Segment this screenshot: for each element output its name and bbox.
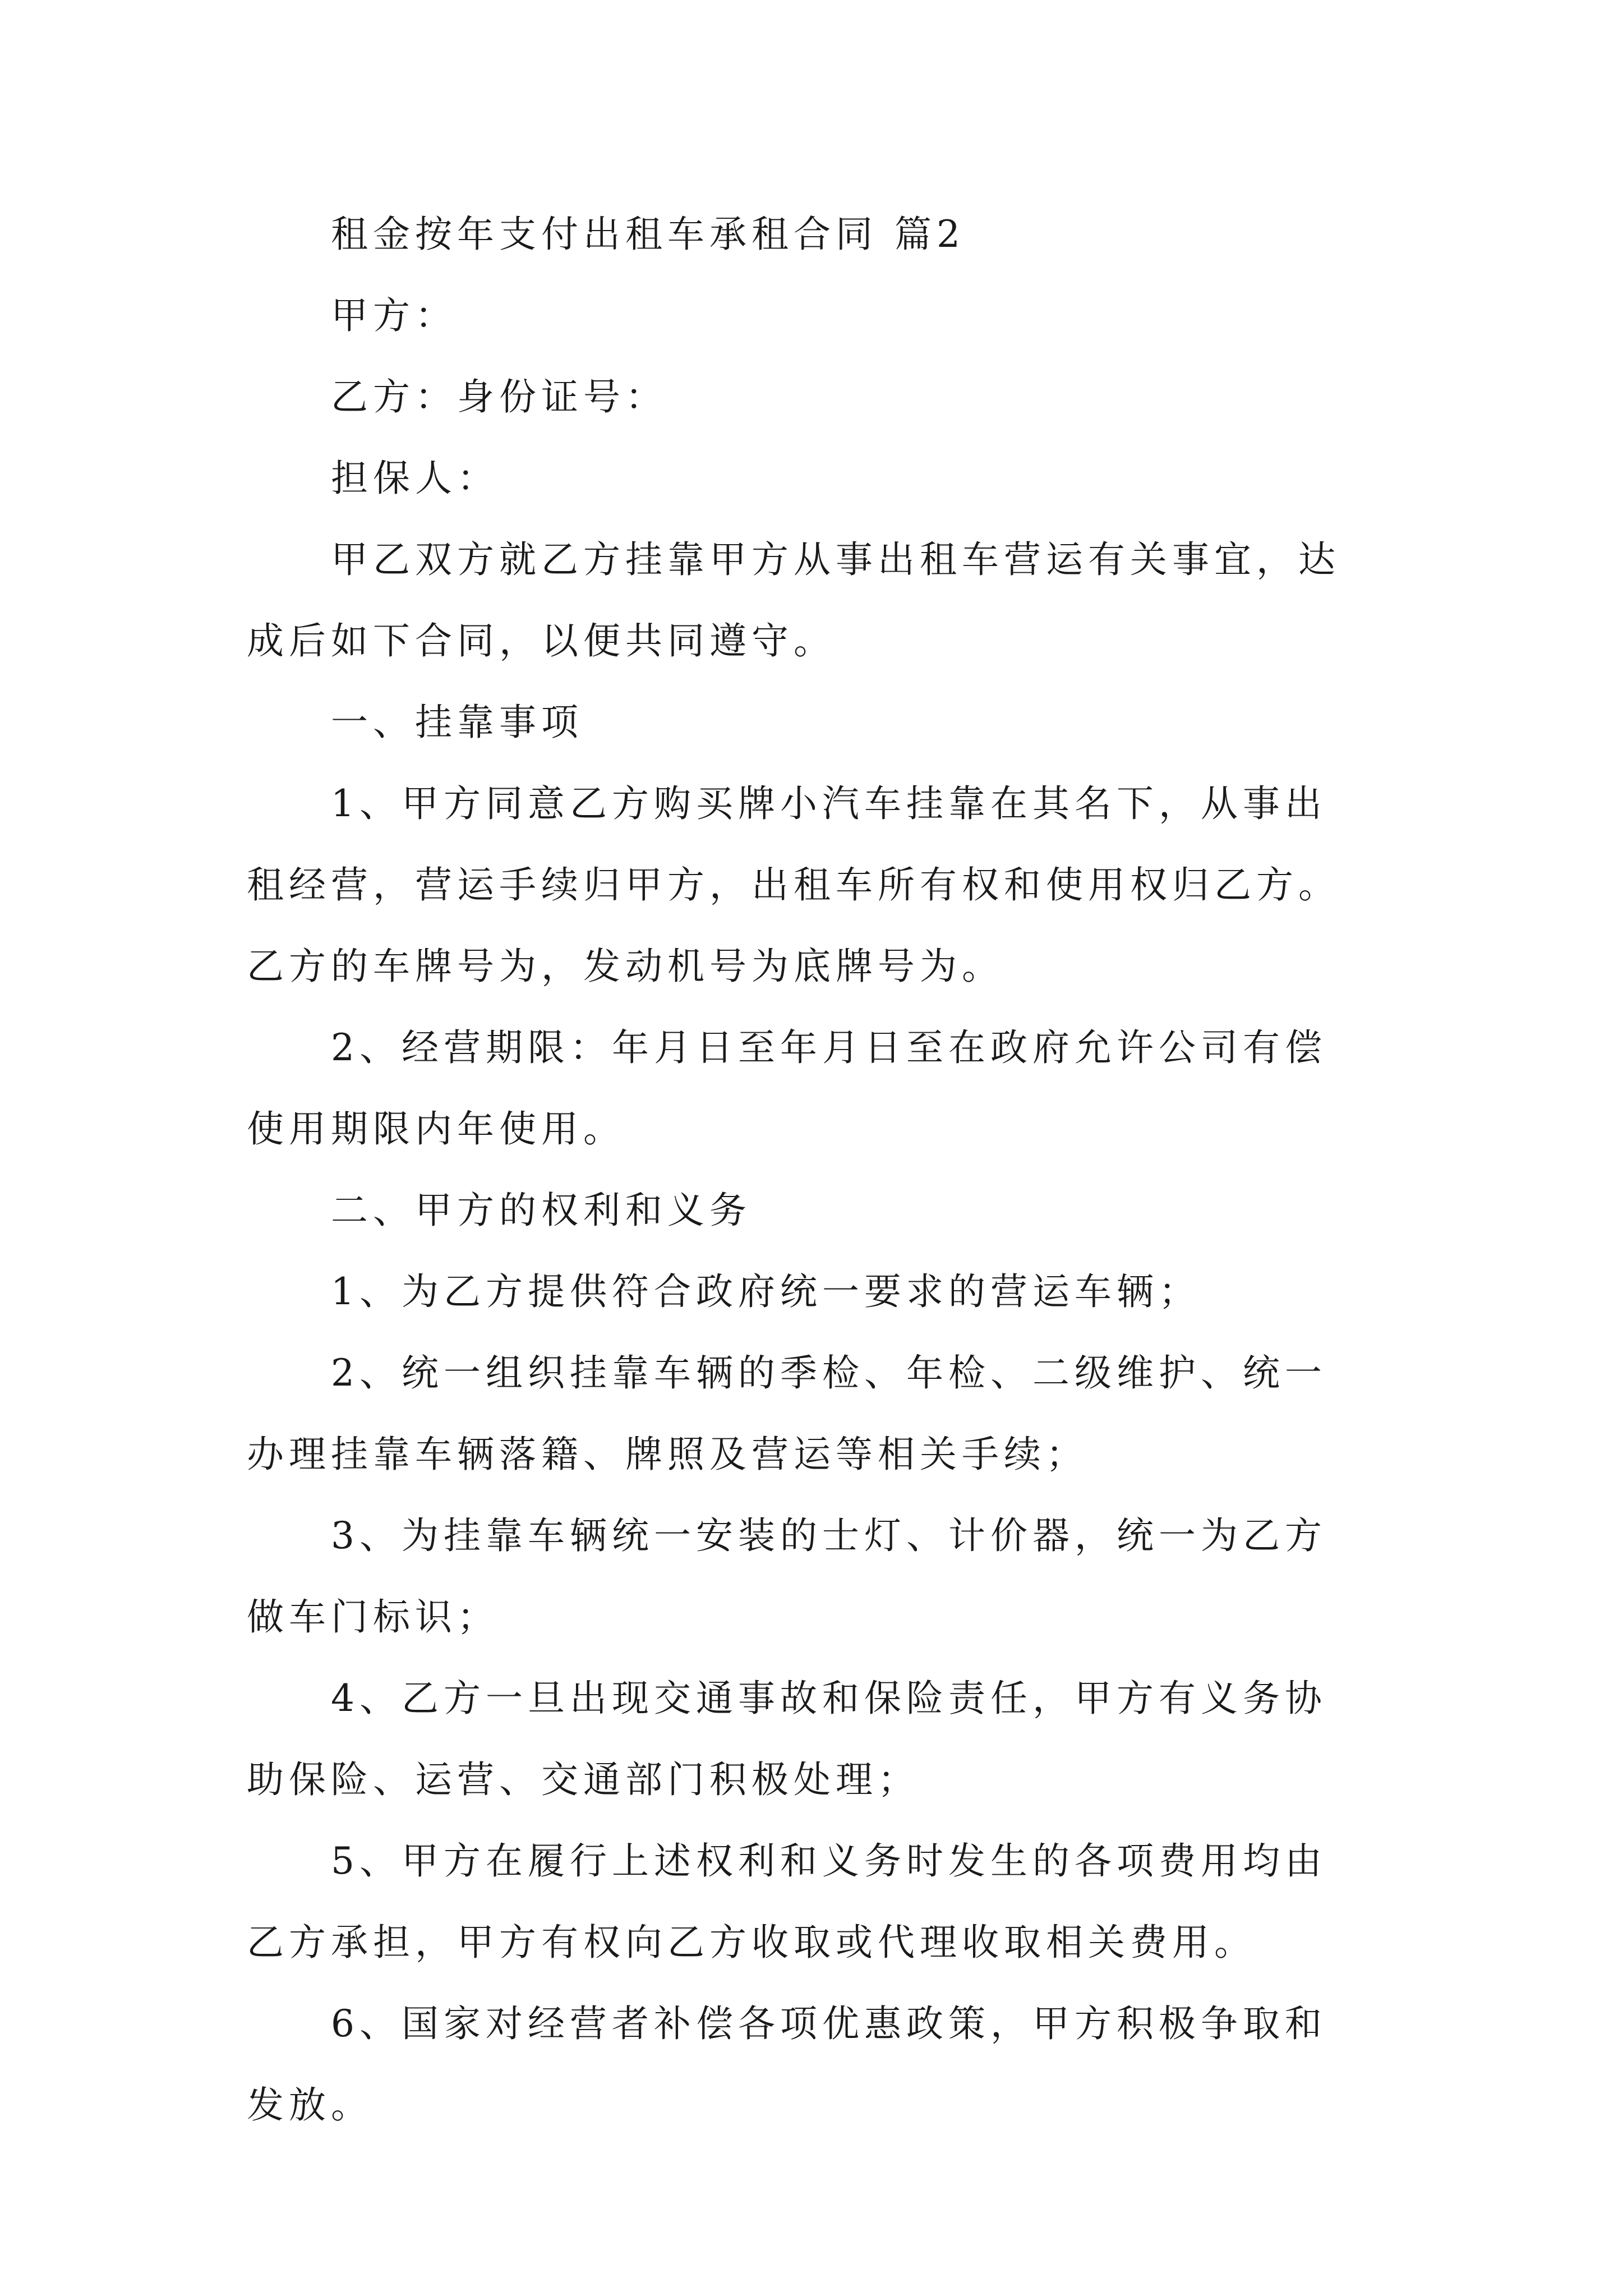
document-body — [247, 194, 1385, 2146]
text-line: 1、为乙方提供符合政府统一要求的营运车辆； — [331, 1270, 1201, 1313]
text-line: 3、为挂靠车辆统一安装的士灯、计价器，统一为乙方 — [331, 1514, 1327, 1557]
text-line: 乙方：身份证号： — [331, 375, 667, 418]
text-line: 成后如下合同，以便共同遵守。 — [247, 619, 836, 662]
text-line: 办理挂靠车辆落籍、牌照及营运等相关手续； — [247, 1433, 1088, 1476]
text-line: 2、经营期限：年月日至年月日至在政府允许公司有偿 — [331, 1026, 1327, 1069]
text-line: 2、统一组织挂靠车辆的季检、年检、二级维护、统一 — [331, 1351, 1327, 1395]
text-line: 1、甲方同意乙方购买牌小汽车挂靠在其名下，从事出 — [331, 782, 1327, 825]
text-line: 担保人： — [331, 457, 499, 500]
section-heading: 一、挂靠事项 — [331, 701, 583, 744]
text-line: 发放。 — [247, 2083, 373, 2127]
text-line: 做车门标识； — [247, 1595, 499, 1639]
document-title: 租金按年支付出租车承租合同 篇2 — [331, 213, 965, 256]
text-line: 使用期限内年使用。 — [247, 1107, 625, 1151]
text-line: 6、国家对经营者补偿各项优惠政策，甲方积极争取和 — [331, 2002, 1327, 2045]
text-line: 助保险、运营、交通部门积极处理； — [247, 1758, 920, 1801]
text-line: 5、甲方在履行上述权利和义务时发生的各项费用均由 — [331, 1839, 1327, 1883]
text-line: 甲乙双方就乙方挂靠甲方从事出租车营运有关事宜，达 — [331, 538, 1340, 581]
text-line: 乙方承担，甲方有权向乙方收取或代理收取相关费用。 — [247, 1921, 1256, 1964]
text-line: 甲方： — [331, 294, 457, 337]
text-line: 乙方的车牌号为，发动机号为底牌号为。 — [247, 945, 1004, 988]
text-line: 租经营，营运手续归甲方，出租车所有权和使用权归乙方。 — [247, 863, 1340, 907]
text-line: 4、乙方一旦出现交通事故和保险责任，甲方有义务协 — [331, 1677, 1327, 1720]
section-heading: 二、甲方的权利和义务 — [331, 1189, 751, 1232]
